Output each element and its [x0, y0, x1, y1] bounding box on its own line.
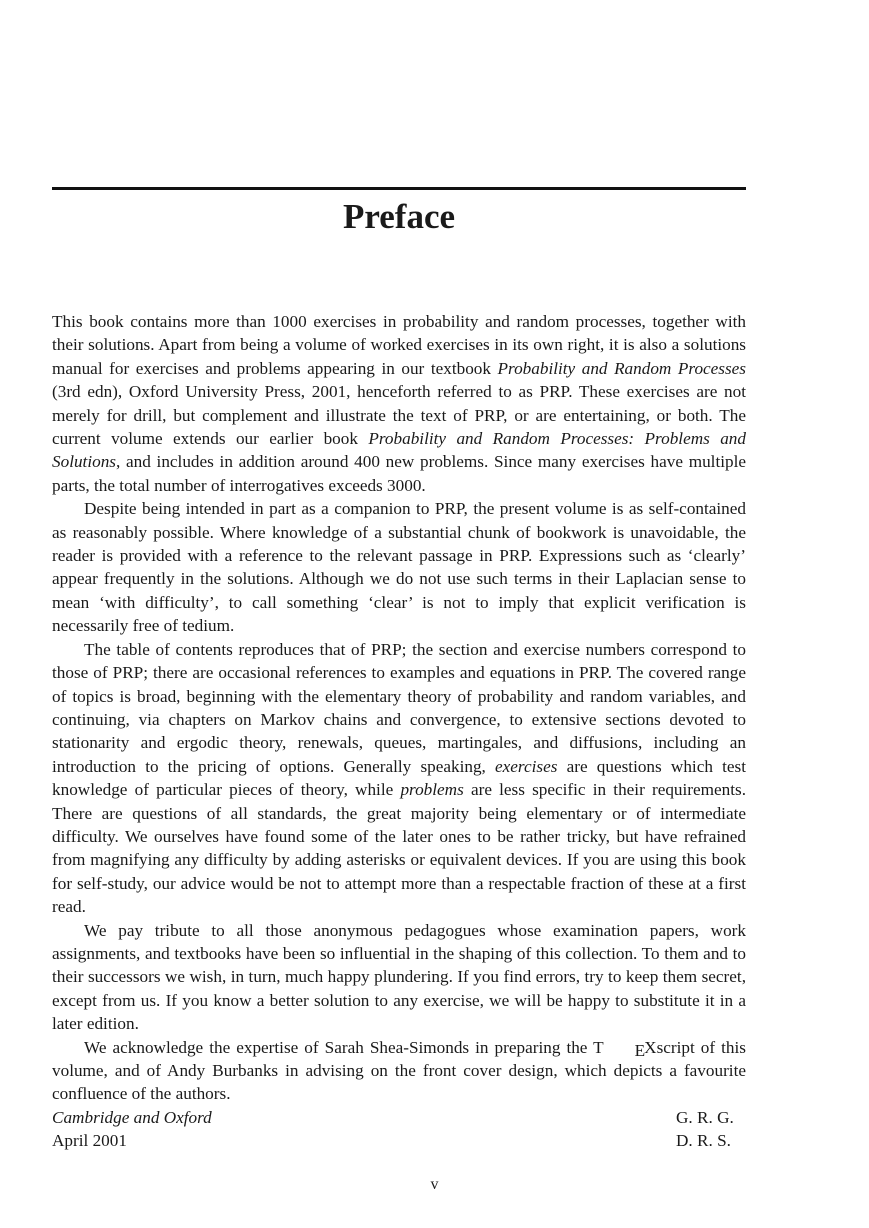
text-run: This book contains more than 1000 exercises in probability and random processes, together with their solutions. Apart from being a volume of worked exercises in its own right, it is also a solutions manual for exercises and problems appearing in our textbook — [52, 312, 746, 378]
signature-place: Cambridge and Oxford — [52, 1108, 212, 1127]
italic-text: Probability and Random Processes — [497, 358, 746, 378]
signature-date: April 2001 — [52, 1131, 127, 1150]
italic-text: exercises — [495, 756, 558, 776]
text-run: are less specific in their requirements. There are questions of all standards, the great majority being elementary or of intermediate difficulty. We ourselves have found some of the later ones to be rather tricky, but have refrained from magnifying any difficulty by adding asterisks or equivalent devices. If you are using this book for self-study, our advice would be not to attempt more than a respectable fraction of these at a first read. — [52, 780, 746, 917]
signature-author-2: D. R. S. — [676, 1131, 731, 1150]
text-run: Despite being intended in part as a companion to PRP, the present volume is as self-contained as reasonably possible. Where knowledge of a substantial chunk of bookwork is unavoidable, the reader is provided with a reference to the relevant passage in PRP. Expressions such as ‘clearly’ appear frequently in the solutions. Although we do not use such terms in their Laplacian sense to mean ‘with difficulty’, to call something ‘clear’ is not to imply that explicit verification is necessarily free of tedium. — [52, 499, 746, 636]
paragraph — [52, 310, 746, 497]
text-run: The table of contents reproduces that of PRP; the section and exercise numbers correspond to those of PRP; there are occasional references to examples and equations in PRP. The covered range of topics is broad, beginning with the elementary theory of probability and random variables, and continuing, via chapters on Markov chains and convergence, to extensive sections devoted to stationarity and ergodic theory, renewals, queues, martingales, and diffusions, including an introduction to the pricing of options. Generally speaking, — [52, 639, 746, 776]
paragraph — [52, 638, 746, 919]
page-number: v — [430, 1176, 439, 1193]
text-run: We pay tribute to all those anonymous pedagogues whose examination papers, work assignments, and textbooks have been so influential in the shaping of this collection. To them and to their successors we wish, in turn, much happy plundering. If you find errors, try to keep them secret, except from us. If you know a better solution to any exercise, we will be happy to substitute it in a later edition. — [52, 920, 746, 1034]
text-run: , and includes in addition around 400 new problems. Since many exercises have multiple parts, the total number of interrogatives exceeds 3000. — [52, 452, 746, 495]
text-run: script of this volume, and of Andy Burbanks in advising on the front cover design, which depicts a favourite confluence of the authors. — [52, 1037, 746, 1104]
preface-body — [52, 310, 746, 1106]
italic-text: problems — [400, 780, 464, 800]
tex-logo: T EX — [593, 1037, 657, 1060]
paragraph — [52, 497, 746, 637]
text-run: (3rd edn), Oxford University Press, 2001, henceforth referred to as PRP. These exercises are not merely for drill, but complement and illustrate the text of PRP, or are entertaining, or both. The current volume extends our earlier book — [52, 382, 746, 449]
signature-author-1: G. R. G. — [676, 1108, 734, 1127]
text-run: We acknowledge the expertise of Sarah Shea-Simonds in preparing the — [84, 1037, 594, 1057]
signature-row — [52, 1106, 746, 1129]
paragraph — [52, 919, 746, 1036]
page-title: Preface — [342, 197, 456, 236]
text-run: are questions which test knowledge of particular pieces of theory, while — [52, 756, 746, 800]
title-rule — [52, 187, 746, 190]
signature-block — [52, 1106, 746, 1152]
italic-text: Probability and Random Processes: Problems and Solutions — [52, 429, 746, 472]
signature-row — [52, 1129, 746, 1152]
paragraph — [52, 1036, 746, 1106]
